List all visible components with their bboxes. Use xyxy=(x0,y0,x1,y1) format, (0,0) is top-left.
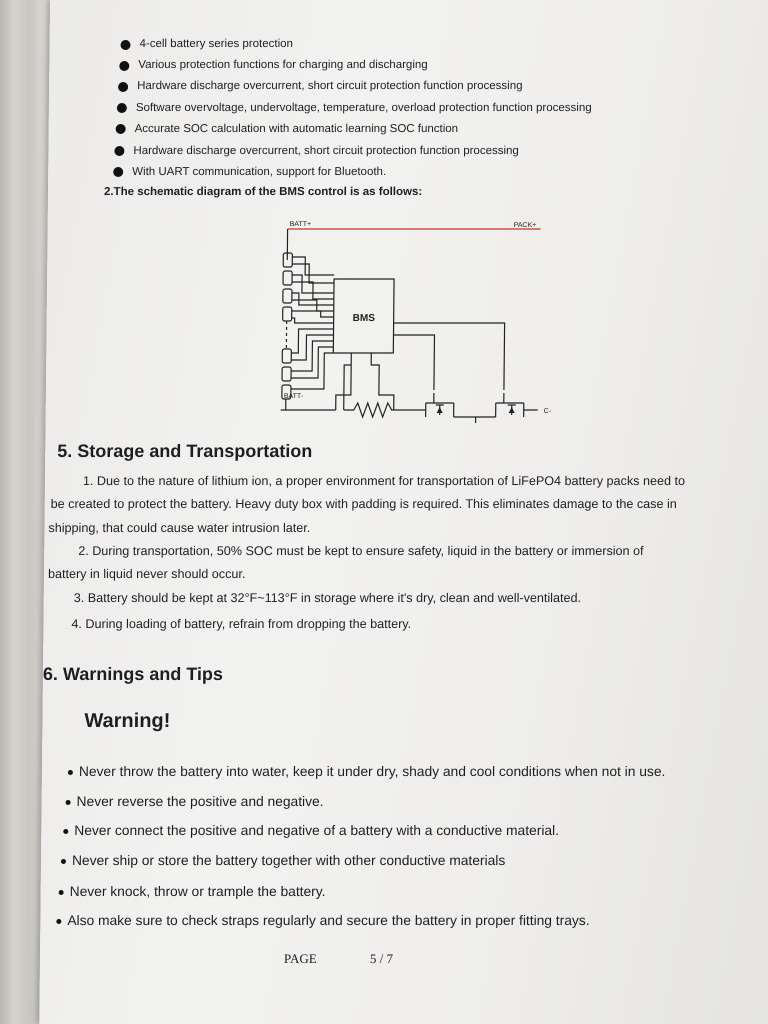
section-5-paragraph-2-line-2: battery in liquid never should occur. xyxy=(47,567,246,581)
bullet-icon xyxy=(117,103,127,113)
warning-item: Never ship or store the battery together with other conductive materials xyxy=(61,853,505,868)
section-5-paragraph-1-line-2: be created to protect the battery. Heavy duty box with padding is required. This eliminates damage to the case in xyxy=(50,497,677,511)
warning-heading: Warning! xyxy=(84,710,171,732)
feature-item: 4-cell battery series protection xyxy=(139,38,294,50)
section-5-paragraph-1-line-3: shipping, that could cause water intrusion later. xyxy=(48,521,311,535)
page-number: 5 / 7 xyxy=(369,951,394,966)
warning-item: Never throw the battery into water, keep it under dry, shady and cool conditions when not in use. xyxy=(68,764,666,779)
schematic-heading: 2.The schematic diagram of the BMS control is as follows: xyxy=(103,186,423,198)
bullet-icon xyxy=(63,829,68,834)
feature-item: Hardware discharge overcurrent, short circuit protection function processing xyxy=(133,145,519,157)
document-page xyxy=(39,0,768,1024)
bms-schematic-diagram xyxy=(275,215,567,430)
bullet-icon xyxy=(120,40,130,50)
bms-label: BMS xyxy=(352,313,375,324)
warning-item: Never connect the positive and negative of a battery with a conductive material. xyxy=(63,823,559,838)
feature-item: Hardware discharge overcurrent, short circuit protection function processing xyxy=(137,80,523,92)
warning-item: Never reverse the positive and negative. xyxy=(66,794,324,809)
section-5-paragraph-4: 4. During loading of battery, refrain from dropping the battery. xyxy=(71,617,412,631)
bullet-icon xyxy=(118,82,128,92)
bullet-icon xyxy=(114,146,124,156)
section-5-title: 5. Storage and Transportation xyxy=(57,441,313,461)
batt-minus-label: BATT- xyxy=(283,393,304,400)
section-5-paragraph-3: 3. Battery should be kept at 32°F~113°F in storage where it's dry, clean and well-ventilated. xyxy=(73,591,582,605)
pack-plus-label: PACK+ xyxy=(513,222,537,229)
bullet-icon xyxy=(66,800,71,805)
bullet-icon xyxy=(116,124,126,134)
bullet-icon xyxy=(59,890,64,895)
bullet-icon xyxy=(68,770,73,775)
warning-item: Also make sure to check straps regularly and secure the battery in proper fitting trays. xyxy=(56,913,589,928)
page-label: PAGE xyxy=(283,951,317,966)
feature-item: Software overvoltage, undervoltage, temperature, overload protection function processing xyxy=(135,102,592,114)
section-5-paragraph-1-line-1: 1. Due to the nature of lithium ion, a proper environment for transportation of LiFePO4 battery packs need to xyxy=(82,474,686,488)
c-minus-label: C- xyxy=(543,408,552,415)
feature-item: Various protection functions for charging and discharging xyxy=(138,59,428,71)
warning-item: Never knock, throw or trample the battery. xyxy=(59,884,326,899)
section-5-paragraph-2-line-1: 2. During transportation, 50% SOC must be kept to ensure safety, liquid in the battery or immersion of xyxy=(78,544,644,558)
feature-item: With UART communication, support for Bluetooth. xyxy=(132,166,387,178)
bullet-icon xyxy=(56,919,61,924)
feature-item: Accurate SOC calculation with automatic learning SOC function xyxy=(134,123,459,135)
bullet-icon xyxy=(113,167,123,177)
bullet-icon xyxy=(61,859,66,864)
section-6-title: 6. Warnings and Tips xyxy=(42,664,224,684)
bullet-icon xyxy=(119,61,129,71)
batt-plus-label: BATT+ xyxy=(289,221,312,228)
